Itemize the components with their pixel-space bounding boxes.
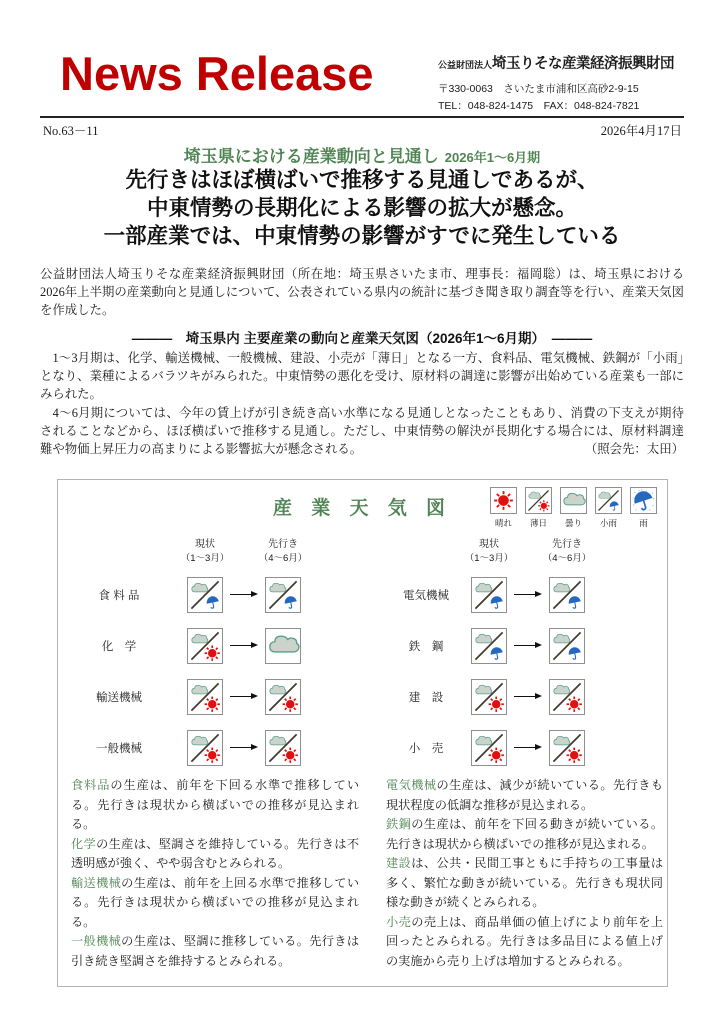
kumori-weather-icon [265,628,301,664]
arrow-right-icon [230,594,256,595]
usubi-weather-icon [265,679,301,715]
organization-block [438,52,688,113]
organization-prefix: 公益財団法人 [438,60,493,70]
headline-line-3: 一部産業では、中東情勢の影響がすでに発生している [103,224,621,248]
commentary-text: の生産は、減少が続いている。先行きも現状程度の低調な推移が見込まれる。 [386,778,664,812]
commentary-text: の生産は、堅調に推移している。先行きは引き続き堅調さを維持するとみられる。 [71,934,360,968]
commentary-industry-term: 輸送機械 [71,875,122,890]
commentary-industry-term: 電気機械 [386,778,437,792]
legend-item-ame [630,487,657,529]
usubi-weather-icon [471,679,507,715]
commentary-industry-term: 小売 [386,914,412,929]
release-number: No.63－11 [43,124,99,138]
industry-label: 一般機械 [96,742,142,755]
headline [0,166,724,250]
legend-item-kosame [595,487,622,529]
legend-item-hare [490,487,517,529]
industry-label: 鉄 鋼 [408,640,444,653]
commentary-item [71,874,359,933]
industry-label: 化 学 [101,640,137,653]
organization-name: 埼玉りそな産業経済振興財団 [492,56,675,72]
legend-label: 曇り [564,518,582,528]
commentary-industry-term: 食料品 [71,778,111,792]
outlook-period-label: （4～6月） [258,552,308,564]
industry-label: 小 売 [408,742,444,755]
kosame-weather-icon [595,487,622,514]
arrow-right-icon [514,594,540,595]
kosame-weather-icon [549,577,585,613]
commentary-industry-term: 一般機械 [71,934,122,948]
commentary-item [71,776,359,835]
usubi-weather-icon [471,730,507,766]
body-paragraph-2: 1～3月期は、化学、輸送機械、一般機械、建設、小売が「薄日」となる一方、食料品、電気機械、鉄鋼が「小雨」となり、業種によるバラツキがみられた。中東情勢の悪化を受け、原材料の調達に影響が出始めている産業も一部にみられた。 [40,351,684,402]
chart-left-header [69,532,369,566]
arrow-right-icon [230,645,256,646]
outlook-label: 先行き [268,538,298,550]
hare-weather-icon [490,487,517,514]
industry-label: 電気機械 [403,589,449,602]
industry-row [387,671,659,722]
commentary-text: の売上は、商品単価の値上げにより前年を上回ったとみられる。先行きは多品目による値上げの実施から売り上げは増加するとみられる。 [386,914,664,968]
organization-tel-fax: TEL：048-824-1475 FAX：048-824-7821 [438,100,640,112]
kosame-weather-icon [265,577,301,613]
usubi-weather-icon [265,730,301,766]
chart-right [387,532,659,773]
industry-row [387,620,659,671]
commentary-item [386,854,663,913]
usubi-weather-icon [187,679,223,715]
kumori-weather-icon [560,487,587,514]
organization-address: 〒330-0063 さいたま市浦和区高砂2-9-15 [438,83,639,95]
arrow-right-icon [514,696,540,697]
commentary-right [386,776,663,971]
kosame-weather-icon [549,628,585,664]
meta-row [43,121,682,139]
usubi-weather-icon [187,628,223,664]
industry-row [69,620,369,671]
chart-left [69,532,369,773]
legend-label: 薄日 [529,518,547,528]
commentary-item [386,913,663,972]
industry-label: 建 設 [408,691,444,704]
chart-right-header [387,532,659,566]
commentary-text: の生産は、前年を下回る水準で推移している。先行きは現状から横ばいでの推移が見込まれる。 [71,778,360,831]
usubi-weather-icon [549,730,585,766]
header-rule [40,116,684,118]
commentary-text: は、公共・民間工事ともに手持ちの工事量は多く、繁忙な動きが続いている。先行きも現状同様な動きが続くとみられる。 [386,856,664,909]
report-title-period: 2026年1～6月期 [444,150,541,165]
headline-line-1: 先行きはほぼ横ばいで推移する見通しであるが、 [125,168,599,192]
legend-label: 晴れ [494,518,512,528]
commentary-text: の生産は、前年を上回る水準で推移している。先行きは現状から横ばいでの推移が見込まれる。 [71,875,360,929]
arrow-right-icon [514,747,540,748]
current-column-header [180,535,230,564]
commentary-left [71,776,359,971]
commentary-industry-term: 鉄鋼 [386,817,412,831]
industry-label: 輸送機械 [96,691,142,704]
legend-item-kumori [560,487,587,529]
chart-right-rows [387,569,659,773]
industry-row [69,671,369,722]
contact-note: （照会先：太田） [584,442,684,457]
arrow-right-icon [514,645,540,646]
commentary-industry-term: 化学 [71,836,97,851]
body-paragraph-1: 公益財団法人埼玉りそな産業経済振興財団（所在地：埼玉県さいたま市、理事長：福岡聡）は、埼玉県における2026年上半期の産業動向と見通しについて、公表されている県内の統計に基づき聞き取り調査等を行い、産業天気図を作成した。 [40,267,684,318]
industry-row [69,722,369,773]
usubi-weather-icon [549,679,585,715]
ame-weather-icon [630,487,657,514]
commentary-item [71,835,359,874]
headline-line-2: 中東情勢の長期化による影響の拡大が懸念。 [146,196,577,220]
weather-legend [490,487,657,529]
weather-chart-title: 産 業 天 気 図 [272,498,453,519]
commentary-item [386,815,663,854]
usubi-weather-icon [525,487,552,514]
commentary-industry-term: 建設 [386,856,412,870]
news-release-logo: News Release [60,47,374,100]
industry-label: 食 料 品 [98,589,140,602]
section-heading: ――― 埼玉県内 主要産業の動向と産業天気図（2026年1～6月期） ――― [131,331,593,346]
arrow-right-icon [230,696,256,697]
usubi-weather-icon [187,730,223,766]
industry-weather-chart-box [57,479,668,987]
kosame-weather-icon [471,577,507,613]
kosame-weather-icon [471,628,507,664]
kosame-weather-icon [187,577,223,613]
outlook-period-label: （4～6月） [542,552,592,564]
release-date: 2026年4月17日 [600,124,682,138]
commentary-item [386,776,663,815]
current-label: 現状 [479,538,499,550]
current-period-label: （1～3月） [180,552,230,564]
report-title-main: 埼玉県における産業動向と見通し [183,147,439,166]
chart-left-rows [69,569,369,773]
commentary-text: の生産は、前年を下回る動きが続いている。先行きは現状から横ばいでの推移が見込まれる。 [386,817,664,851]
industry-row [69,569,369,620]
legend-label: 雨 [639,518,648,528]
legend-item-usubi [525,487,552,529]
industry-row [387,569,659,620]
body-paragraphs-2-3 [40,349,684,458]
industry-row [387,722,659,773]
outlook-column-header [542,535,592,564]
organization-name-line [438,52,688,73]
body-paragraph-3-text: 4～6月期については、今年の賃上げが引き続き高い水準になる見通しとなったこともあり、消費の下支えが期待されることなどから、ほぼ横ばいで推移する見通し。ただし、中東情勢の解決が長期化する場合には、原材料調達難や物価上昇圧力の高まりによる影響拡大が懸念される。 [40,405,684,457]
current-period-label: （1～3月） [464,552,514,564]
commentary-text: の生産は、堅調さを維持している。先行きは不透明感が強く、やや弱含むとみられる。 [71,836,360,870]
current-label: 現状 [195,538,215,550]
legend-label: 小雨 [599,518,617,528]
arrow-right-icon [230,747,256,748]
body-paragraph-3 [40,404,684,459]
current-column-header [464,535,514,564]
outlook-label: 先行き [552,538,582,550]
outlook-column-header [258,535,308,564]
report-title [0,142,724,167]
commentary-item [71,932,359,971]
